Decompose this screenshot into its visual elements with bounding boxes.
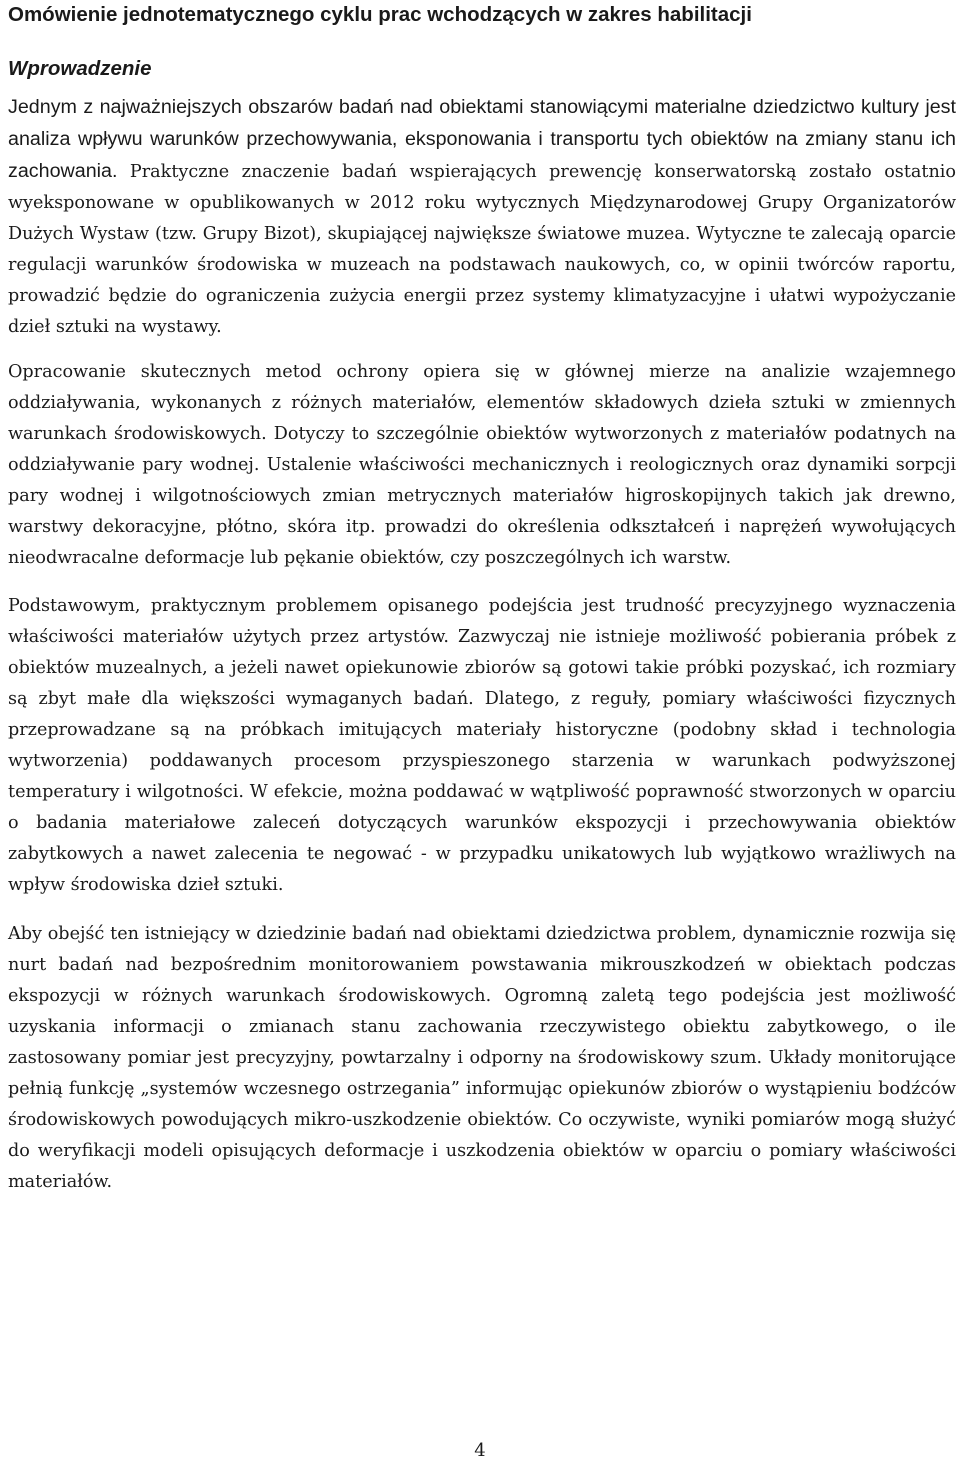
paragraph-1-lead: Jednym z najważniejszych obszarów badań nad obiektami stanowiącymi materialne dziedzictwo kultury jest analiza wpływu warunków przechowywania, eksponowania i transportu tych obiektów na zmiany stanu ich zachowania. (8, 96, 956, 182)
document-page (8, 0, 956, 1198)
page-number: 4 (474, 1440, 486, 1461)
section-heading-introduction: Wprowadzenie (8, 57, 152, 80)
paragraph-1 (8, 92, 956, 343)
document-title: Omówienie jednotematycznego cyklu prac wchodzących w zakres habilitacji (8, 3, 752, 26)
paragraph-4: Aby obejść ten istniejący w dziedzinie badań nad obiektami dziedzictwa problem, dynamicznie rozwija się nurt badań nad bezpośrednim monitorowaniem powstawania mikrouszkodzeń w obiektach podczas ekspozycji w różnych warunkach środowiskowych. Ogromną zaletą tego podejścia jest możliwość uzyskania informacji o zmianach stanu zachowania rzeczywistego obiektu zabytkowego, o ile zastosowany pomiar jest precyzyjny, powtarzalny i odporny na środowiskowy szum. Układy monitorujące pełnią funkcję „systemów wczesnego ostrzegania” informując opiekunów zbiorów o wystąpieniu bodźców środowiskowych powodujących mikro-uszkodzenie obiektów. Co oczywiste, wyniki pomiarów mogą służyć do weryfikacji modeli opisujących deformacje i uszkodzenia obiektów w oparciu o pomiary właściwości materiałów. (8, 924, 956, 1192)
paragraph-2: Opracowanie skutecznych metod ochrony opiera się w głównej mierze na analizie wzajemnego oddziaływania, wykonanych z różnych materiałów, elementów składowych dzieła sztuki w zmiennych warunkach środowiskowych. Dotyczy to szczególnie obiektów wytworzonych z materiałów podatnych na oddziaływanie pary wodnej. Ustalenie właściwości mechanicznych i reologicznych oraz dynamiki sorpcji pary wodnej i wilgotnościowych zmian metrycznych materiałów higroskopijnych takich jak drewno, warstwy dekoracyjne, płótno, skóra itp. prowadzi do określenia odkształceń i naprężeń wywołujących nieodwracalne deformacje lub pękanie obiektów, czy poszczególnych ich warstw. (8, 362, 956, 568)
paragraph-3: Podstawowym, praktycznym problemem opisanego podejścia jest trudność precyzyjnego wyznaczenia właściwości materiałów użytych przez artystów. Zazwyczaj nie istnieje możliwość pobierania próbek z obiektów muzealnych, a jeżeli nawet opiekunowie zbiorów są gotowi takie próbki pozyskać, ich rozmiary są zbyt małe dla większości wymaganych badań. Dlatego, z reguły, pomiary właściwości fizycznych przeprowadzane są na próbkach imitujących materiały historyczne (podobny skład i technologia wytworzenia) poddawanych procesom przyspieszonego starzenia w warunkach podwyższonej temperatury i wilgotności. W efekcie, można poddawać w wątpliwość poprawność stworzonych w oparciu o badania materiałowe zaleceń dotyczących warunków ekspozycji i przechowywania obiektów zabytkowych a nawet zalecenia te negować - w przypadku unikatowych lub wyjątkowo wrażliwych na wpływ środowiska dzieł sztuki. (8, 596, 956, 895)
paragraph-1-rest: Praktyczne znaczenie badań wspierających prewencję konserwatorską zostało ostatnio wyeksponowane w opublikowanych w 2012 roku wytycznych Międzynarodowej Grupy Organizatorów Dużych Wystaw (tzw. Grupy Bizot), skupiającej największe światowe muzea. Wytyczne te zalecają oparcie regulacji warunków środowiska w muzeach na podstawach naukowych, co, w opinii twórców raportu, prowadzić będzie do ograniczenia zużycia energii przez systemy klimatyzacyjne i ułatwi wypożyczanie dzieł sztuki na wystawy. (8, 162, 956, 337)
